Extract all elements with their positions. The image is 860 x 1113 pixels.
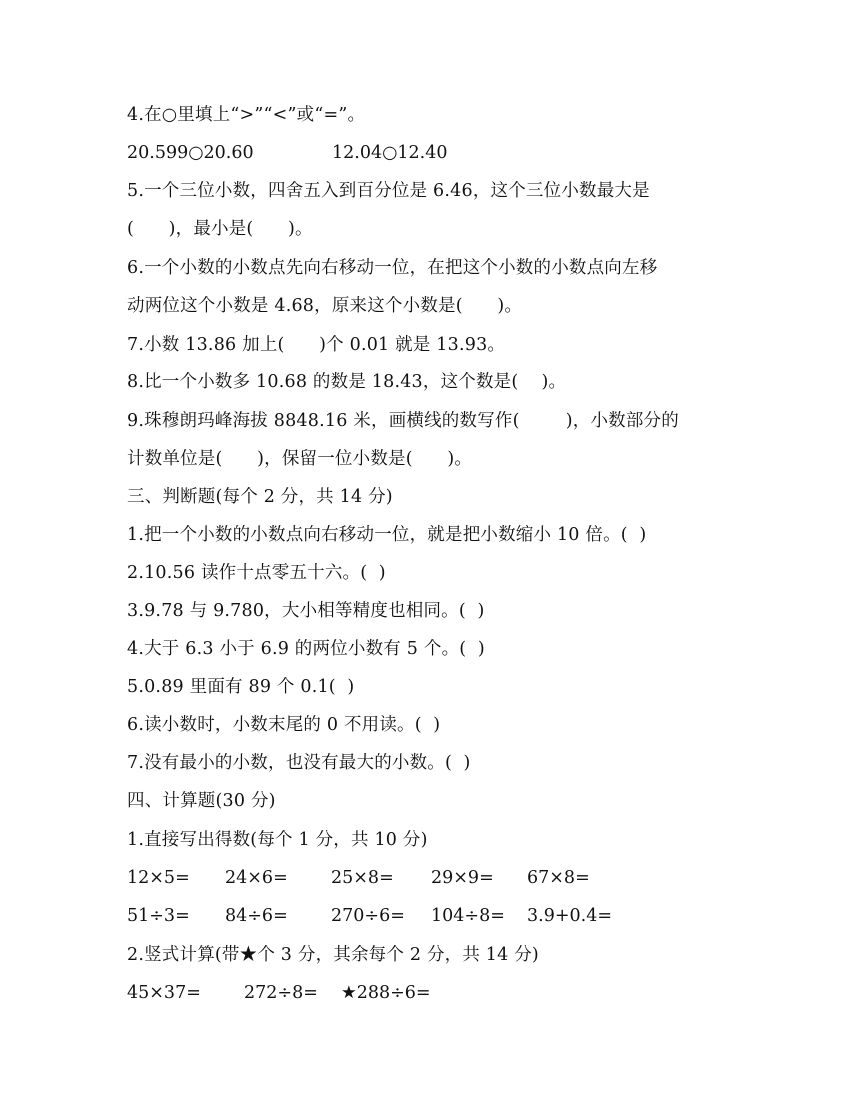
oral-calc-item: 25×8= bbox=[331, 868, 394, 888]
compare-item-1: 20.599○20.60 bbox=[127, 143, 254, 163]
vertical-calc-item: ★288÷6= bbox=[341, 983, 431, 1003]
oral-calc-item: 104÷8= bbox=[431, 906, 505, 926]
question-9: 9.珠穆朗玛峰海拔 8848.16 米，画横线的数写作( )，小数部分的 bbox=[127, 411, 679, 431]
judge-item-3: 3.9.78 与 9.780，大小相等精度也相同。( ) bbox=[127, 601, 485, 621]
question-7: 7.小数 13.86 加上( )个 0.01 就是 13.93。 bbox=[127, 335, 506, 355]
vertical-calc-item: 45×37= bbox=[127, 983, 201, 1003]
oral-calc-item: 51÷3= bbox=[127, 906, 190, 926]
judge-item-7: 7.没有最小的小数，也没有最大的小数。( ) bbox=[127, 753, 471, 773]
oral-calc-item: 84÷6= bbox=[225, 906, 288, 926]
oral-calc-row-1 bbox=[127, 866, 737, 890]
question-8: 8.比一个小数多 10.68 的数是 18.43，这个数是( )。 bbox=[127, 372, 567, 392]
compare-row bbox=[127, 141, 737, 165]
oral-calc-item: 67×8= bbox=[527, 868, 590, 888]
oral-calc-item: 3.9+0.4= bbox=[527, 906, 612, 926]
oral-calc-item: 24×6= bbox=[225, 868, 288, 888]
calc-part-1-heading: 1.直接写出得数(每个 1 分，共 10 分) bbox=[127, 830, 428, 850]
question-6-continued: 动两位这个小数是 4.68，原来这个小数是( )。 bbox=[127, 296, 523, 316]
oral-calc-item: 29×9= bbox=[431, 868, 494, 888]
judge-item-5: 5.0.89 里面有 89 个 0.1( ) bbox=[127, 677, 355, 697]
question-5-continued: ( )，最小是( )。 bbox=[127, 219, 313, 239]
judge-item-4: 4.大于 6.3 小于 6.9 的两位小数有 5 个。( ) bbox=[127, 639, 485, 659]
judge-item-6: 6.读小数时，小数末尾的 0 不用读。( ) bbox=[127, 715, 441, 735]
judge-item-1: 1.把一个小数的小数点向右移动一位，就是把小数缩小 10 倍。( ) bbox=[127, 525, 647, 545]
question-5: 5.一个三位小数，四舍五入到百分位是 6.46，这个三位小数最大是 bbox=[127, 181, 650, 201]
question-9-continued: 计数单位是( )，保留一位小数是( )。 bbox=[127, 449, 473, 469]
question-4-compare-instruction: 4.在○里填上“>”“<”或“=”。 bbox=[127, 105, 366, 125]
vertical-calc-row bbox=[127, 981, 737, 1005]
question-6: 6.一个小数的小数点先向右移动一位，在把这个小数的小数点向左移 bbox=[127, 258, 658, 278]
vertical-calc-item: 272÷8= bbox=[244, 983, 318, 1003]
calc-part-2-heading: 2.竖式计算(带★个 3 分，其余每个 2 分，共 14 分) bbox=[127, 945, 539, 965]
compare-item-2: 12.04○12.40 bbox=[332, 143, 448, 163]
judge-item-2: 2.10.56 读作十点零五十六。( ) bbox=[127, 563, 386, 583]
section-3-heading: 三、判断题(每个 2 分，共 14 分) bbox=[127, 487, 393, 507]
section-4-heading: 四、计算题(30 分) bbox=[127, 791, 276, 811]
oral-calc-item: 12×5= bbox=[127, 868, 190, 888]
oral-calc-item: 270÷6= bbox=[331, 906, 405, 926]
oral-calc-row-2 bbox=[127, 904, 737, 928]
